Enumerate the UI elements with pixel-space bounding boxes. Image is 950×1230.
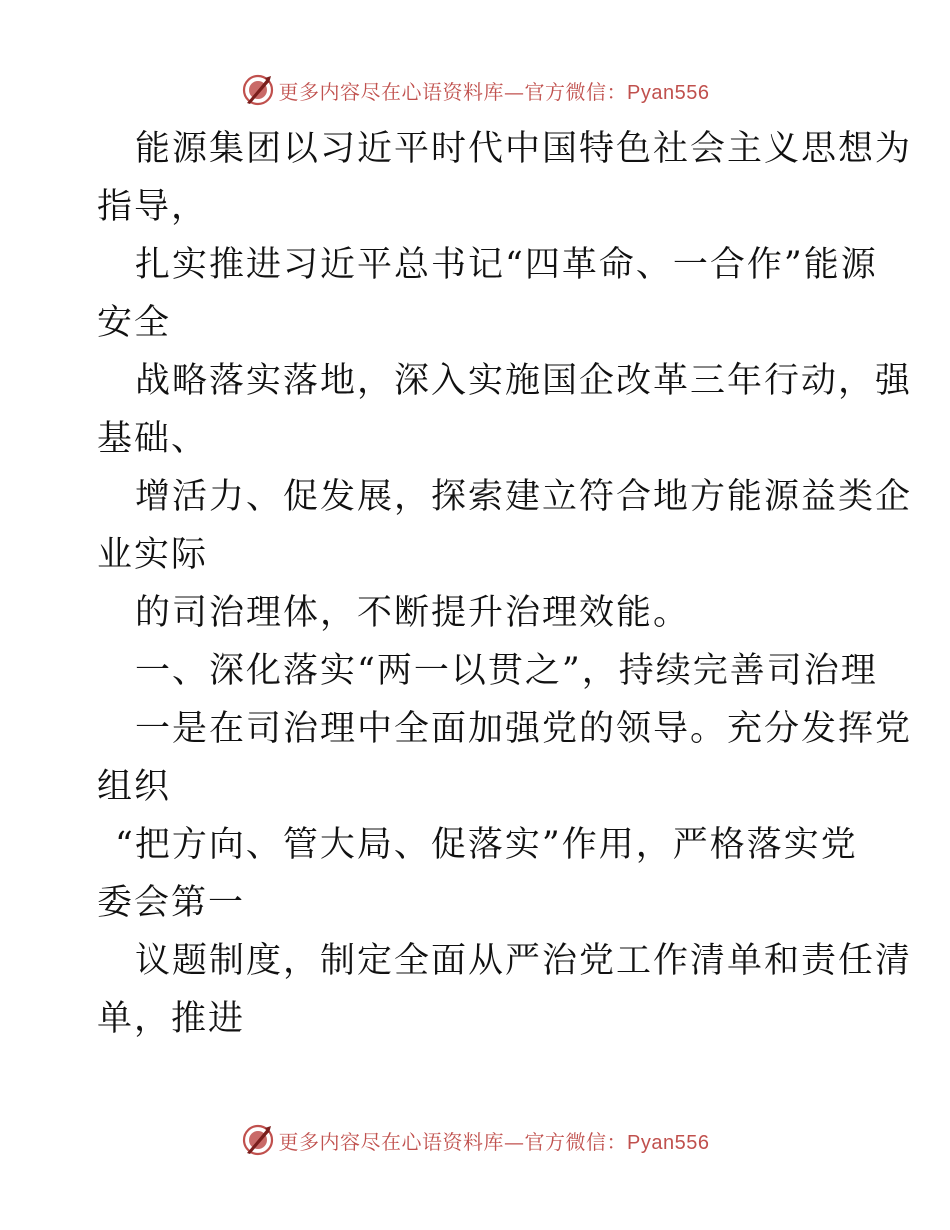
watermark-separator: — [504, 1129, 525, 1154]
paragraph-line: 委会第一 [97, 883, 246, 923]
watermark-contact: 官方微信： [524, 79, 628, 104]
document-body [97, 120, 913, 1048]
watermark-id: Pyan556 [627, 81, 710, 104]
paragraph-line: 指导， [97, 187, 209, 227]
paragraph-line: 扎实推进习近平总书记“四革命、一合作”能源 [135, 245, 878, 285]
paragraph-line: 战略落实落地，深入实施国企改革三年行动，强 [135, 361, 913, 401]
paragraph-line: 安全 [97, 303, 172, 343]
paragraph-line: 基础、 [97, 419, 209, 459]
paragraph-line: 能源集团以习近平时代中国特色社会主义思想为 [135, 129, 913, 169]
paragraph-line: 一是在司治理中全面加强党的领导。充分发挥党 [135, 709, 913, 749]
section-heading: 一、深化落实“两一以贯之”，持续完善司治理 [135, 651, 878, 691]
paragraph-line: 增活力、促发展，探索建立符合地方能源益类企 [135, 477, 913, 517]
paragraph-line: “把方向、管大局、促落实”作用，严格落实党 [115, 825, 858, 865]
watermark-contact: 官方微信： [524, 1129, 628, 1154]
paragraph-line: 组织 [97, 767, 172, 807]
footer-watermark [0, 1120, 950, 1160]
paragraph-line: 业实际 [97, 535, 209, 575]
watermark-separator: — [504, 79, 525, 104]
paragraph-line: 议题制度，制定全面从严治党工作清单和责任清 [135, 941, 913, 981]
quill-logo-icon [241, 73, 275, 107]
header-watermark [0, 70, 950, 110]
quill-logo-icon [241, 1123, 275, 1157]
watermark-id: Pyan556 [627, 1131, 710, 1154]
watermark-brand: 更多内容尽在心语资料库 [278, 1129, 505, 1154]
paragraph-line: 单，推进 [97, 999, 246, 1039]
watermark-brand: 更多内容尽在心语资料库 [278, 79, 505, 104]
paragraph-line: 的司治理体，不断提升治理效能。 [135, 593, 691, 633]
